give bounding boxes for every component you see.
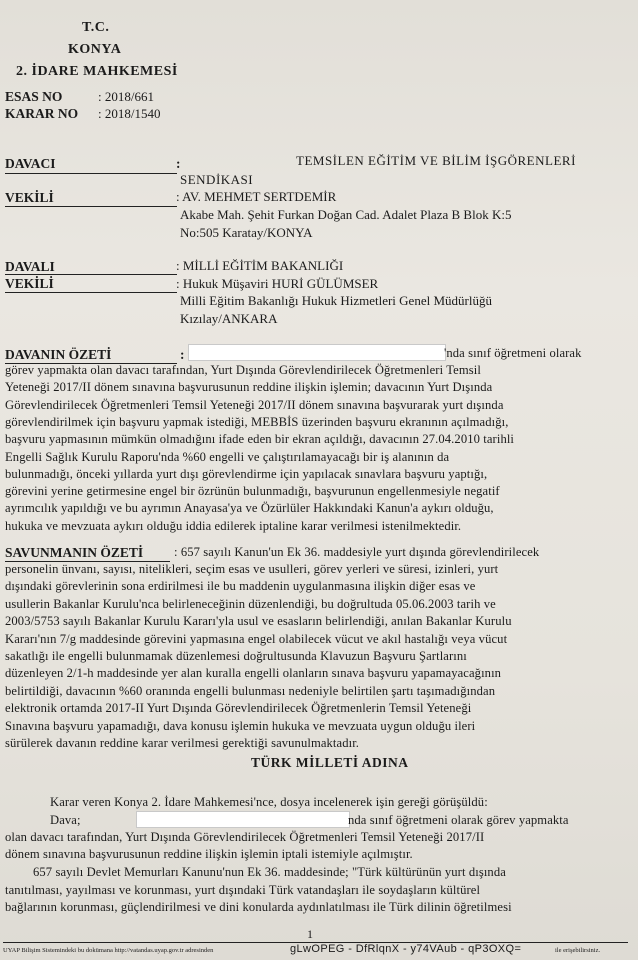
footer-suffix: ile erişebilirsiniz. [555, 947, 601, 954]
davali-value: : MİLLİ EĞİTİM BAKANLIĞI [176, 258, 344, 273]
dava-label: Dava; [50, 813, 81, 827]
karar-line-5: 657 sayılı Devlet Memurları Kanunu'nun Ek 36. maddesinde; "Türk kültürünün yurt dışında [33, 865, 506, 879]
savunmanin-ozeti-line: Sınavına başvuru yapamadığı, dava konusu işlemin hukuka ve mevzuata uygun olduğu ileri [5, 718, 476, 733]
savunmanin-ozeti-line: düzenleyen 2/1-h maddesinde yer alan kuralla engelli olanların sınava başvuru yapamayacağının [5, 666, 502, 681]
karar-line-7: bağlarının korunması, güçlendirilmesi ve dini konularda aydınlatılması ile Türk dilinin öğretilmesi [5, 900, 512, 914]
vekili-underline-1 [5, 206, 177, 207]
savunmanin-ozeti-line: personelin ünvanı, sayısı, nitelikleri, seçim esas ve usulleri, görev yerleri ve süresi, izinleri, yurt [5, 562, 499, 576]
savunmanin-ozeti-line: elektronik ortamda 2017-II Yurt Dışında Görevlendirilecek Öğretmenlerin Temsil Yeteneği [5, 701, 472, 716]
header-tc: T.C. [82, 20, 110, 35]
davanin-ozeti-line: görevlendirilmek için başvuru yapmak istediği, MEBBİS üzerinden başvuru ekranının açılmadığı, [5, 414, 509, 429]
karar-value: : 2018/1540 [98, 106, 161, 121]
davanin-ozeti-line: görevini yerine getirmesine engel bir özrünün bulunmadığı, başvurunun engellenmesiyle negatif [5, 484, 500, 499]
footer-verification-code: gLwOPEG - DfRlqnX - y74VAub - qP3OXQ= [290, 943, 522, 955]
vekili-label-1: VEKİLİ [5, 190, 54, 205]
turk-milleti-adina-title: TÜRK MİLLETİ ADINA [251, 755, 409, 770]
vekili-value-2: : Hukuk Müşaviri HURİ GÜLÜMSER [176, 276, 379, 291]
davanin-ozeti-first-line: 'nda sınıf öğretmeni olarak [444, 346, 582, 360]
davali-label: DAVALI [5, 259, 55, 274]
karar-intro-line: Karar veren Konya 2. İdare Mahkemesi'nce, dosya incelenerek işin gereği görüşüldü: [50, 795, 488, 809]
davaci-value-line1: TEMSİLEN EĞİTİM VE BİLİM İŞGÖRENLERİ [296, 153, 576, 168]
savunmanin-ozeti-line: belirtildiği, davacının %60 oranında engelli bulunması nedeniyle belirtilen şartı taşımadığından [5, 683, 496, 698]
davaci-value-line2: SENDİKASI [180, 172, 254, 187]
karar-line-6: tanıtılması, yayılması ve korunması, yurt dışındaki Türk vatandaşları ile soydaşların kültürel [5, 883, 481, 897]
davanin-ozeti-line: ayrımcılık yapıldığı ve bu ayrımın Anayasa'ya ve Özürlüler Hakkındaki Kanun'a aykırı olduğu, [5, 501, 494, 516]
savunmanin-ozeti-line: dışındaki görevlerinin sona erdirilmesi ile bu maddenin uygulanmasına ilişkin diğer esas ve [5, 579, 476, 594]
savunmanin-ozeti-line: usullerin Bakanlar Kurulu'nca belirleneceğinin düzenlendiği, bu doğrultuda 05.06.2003 tarih ve [5, 596, 496, 611]
karar-label: KARAR NO [5, 106, 79, 121]
davanin-ozeti-line: başvuru yapmasının mümkün olmadığını ifade eden bir ekran açıldığı, davacının 27.04.2010 tarihli [5, 432, 515, 447]
davanin-ozeti-line: Yeteneği 2017/II dönem sınavına başvurusunun reddine ilişkin işlemin; davacının Yurt Dışında [5, 380, 493, 395]
vekili-underline-2 [5, 292, 177, 293]
vekili-address-1b: No:505 Karatay/KONYA [180, 225, 313, 240]
vekili-address-2b: Kızılay/ANKARA [180, 311, 278, 326]
karar-line-4: dönem sınavına başvurusunun reddine ilişkin işlemin iptali istemiyle açılmıştır. [5, 847, 413, 861]
savunmanin-ozeti-line: 2003/5753 sayılı Bakanlar Kurulu Kararı'yla usul ve esasların belirlendiği, anılan Bakanlar Kurulu [5, 614, 512, 629]
footer-uyap-text: UYAP Bilişim Sistemindeki bu dokümana http://vatandas.uyap.gov.tr adresinden [3, 947, 214, 954]
dava-line-rest: nda sınıf öğretmeni olarak görev yapmakta [348, 813, 569, 827]
savunmanin-ozeti-line: Kararı'nın 7/g maddesinde görevini yapmasına engel olabilecek vücut ve akıl hastalığı veya vücut [5, 631, 508, 646]
davali-underline [5, 274, 177, 275]
davanin-ozeti-line: görev yapmakta olan davacı tarafından, Yurt Dışında Görevlendirilecek Öğretmenleri Temsil [5, 363, 481, 377]
savunmanin-ozeti-label: SAVUNMANIN ÖZETİ [5, 545, 144, 560]
redacted-school-name-2 [136, 811, 350, 828]
davaci-label: DAVACI [5, 156, 56, 171]
savunmanin-ozeti-first-line: : 657 sayılı Kanun'un Ek 36. maddesiyle yurt dışında görevlendirilecek [174, 545, 540, 559]
davanin-ozeti-label: DAVANIN ÖZETİ [5, 347, 112, 362]
esas-value: : 2018/661 [98, 89, 154, 104]
redacted-school-name-1 [188, 344, 446, 361]
esas-label: ESAS NO [5, 89, 63, 104]
davanin-ozeti-line: bulunmadığı, önceki yıllarda yurt dışı görevlendirme için yapılacak sınavlara başvuru yaptığı, [5, 466, 488, 481]
page-number: 1 [307, 927, 313, 941]
savunmanin-ozeti-line: sakatlığı ile engelli bulunmamak düzenlemesi doğrultusunda Klavuzun Başvuru Şartlarını [5, 649, 467, 663]
vekili-value-1: : AV. MEHMET SERTDEMİR [176, 189, 337, 204]
vekili-label-2: VEKİLİ [5, 276, 54, 291]
header-city: KONYA [68, 42, 122, 57]
davanin-ozeti-line: Görevlendirilecek Öğretmenleri Temsil Yeteneği 2017/II dönem sınavına başvurarak yurt dışında [5, 397, 504, 412]
davaci-underline [5, 173, 177, 174]
header-court: 2. İDARE MAHKEMESİ [16, 64, 178, 79]
davaci-colon: : [176, 156, 181, 171]
savunmanin-ozeti-line: sürülerek davanın reddine karar verilmesi gerektiği savunulmaktadır. [5, 736, 360, 750]
karar-line-3: olan davacı tarafından, Yurt Dışında Görevlendirilecek Öğretmenleri Temsil Yeteneği 2017/II [5, 830, 485, 844]
davanin-ozeti-line: Engelli Sağlık Kurulu Raporu'nda %60 engelli ve çalıştırılamayacağı bir iş alanının da [5, 449, 450, 464]
davanin-ozeti-line: hukuka ve mevzuata aykırı olduğu iddia edilerek iptaline karar verilmesi istenilmektedir. [5, 518, 462, 533]
davanin-ozeti-colon: : [180, 347, 185, 362]
vekili-address-2a: Milli Eğitim Bakanlığı Hukuk Hizmetleri Genel Müdürlüğü [180, 293, 492, 308]
vekili-address-1a: Akabe Mah. Şehit Furkan Doğan Cad. Adalet Plaza B Blok K:5 [180, 207, 512, 222]
